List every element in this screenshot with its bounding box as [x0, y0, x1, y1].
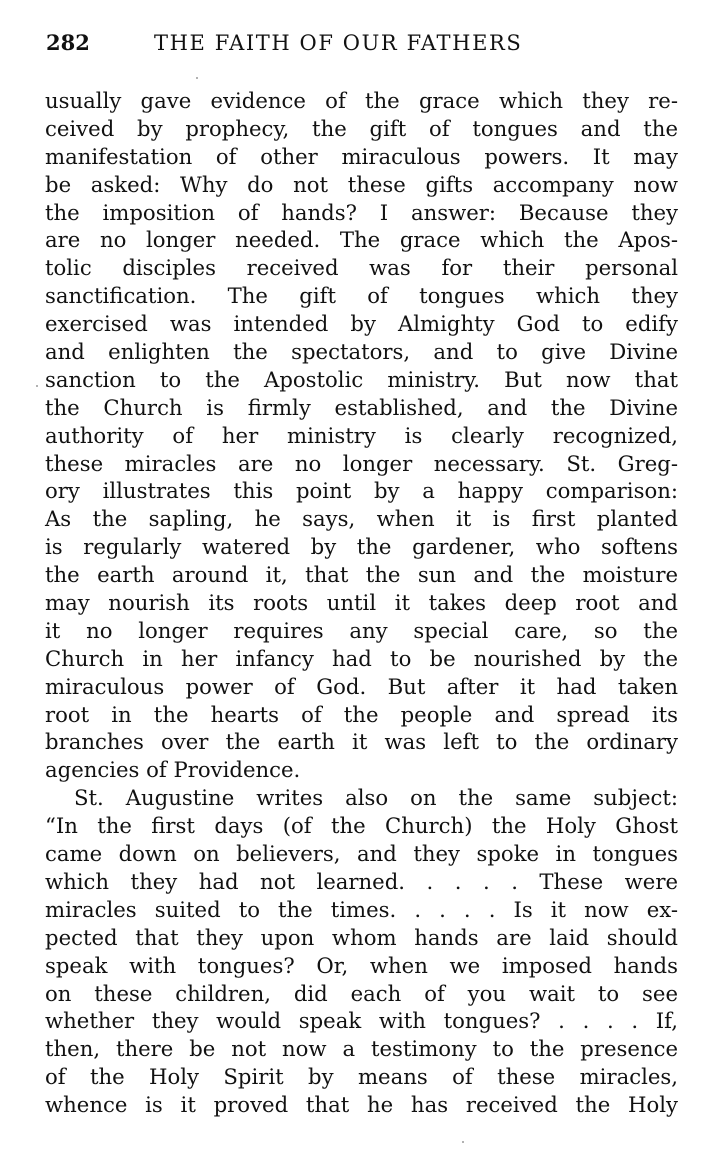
text-line: came down on believers, and they spoke in tongues [45, 841, 678, 867]
text-line: exercised was intended by Almighty God to edify [45, 311, 678, 337]
text-line: sanctification. The gift of tongues which they [45, 283, 678, 309]
text-line: pected that they upon whom hands are laid should [45, 924, 678, 950]
text-line: “In the first days (of the Church) the Holy Ghost [45, 813, 678, 839]
text-line: agencies of Providence. [45, 757, 301, 783]
text-line: root in the hearts of the people and spread its [45, 701, 678, 727]
text-line: sanction to the Apostolic ministry. But now that [45, 366, 678, 392]
text-line: ory illustrates this point by a happy comparison: [45, 478, 678, 504]
text-line: whence is it proved that he has received the Holy [45, 1092, 678, 1118]
book-title: THE FAITH OF OUR FATHERS [154, 31, 523, 55]
text-line: miracles suited to the times. . . . . Is it now ex- [45, 896, 678, 922]
text-line: the imposition of hands? I answer: Because they [45, 199, 678, 225]
text-line: it no longer requires any special care, so the [45, 617, 678, 643]
text-line: which they had not learned. . . . . These were [45, 868, 678, 894]
paragraph-2 [45, 784, 678, 1119]
text-line: tolic disciples received was for their personal [45, 255, 678, 281]
paragraph-1 [45, 87, 678, 784]
text-line: are no longer needed. The grace which the Apos- [45, 227, 678, 253]
scan-speck [196, 77, 198, 79]
text-line: then, there be not now a testimony to the presence [45, 1036, 678, 1062]
running-head [46, 28, 676, 58]
text-line: on these children, did each of you wait to see [45, 980, 678, 1006]
text-line: St. Augustine writes also on the same subject: [74, 785, 678, 811]
text-line: and enlighten the spectators, and to give Divine [45, 339, 678, 365]
text-line: Church in her infancy had to be nourished by the [45, 645, 678, 671]
text-line: branches over the earth it was left to the ordinary [45, 729, 678, 755]
text-line: manifestation of other miraculous powers. It may [45, 143, 678, 169]
text-line: of the Holy Spirit by means of these miracles, [45, 1064, 678, 1090]
scan-speck [36, 385, 38, 387]
text-line: is regularly watered by the gardener, who softens [45, 534, 678, 560]
text-line: As the sapling, he says, when it is first planted [45, 506, 678, 532]
text-line: the Church is firmly established, and the Divine [45, 394, 678, 420]
text-line: the earth around it, that the sun and the moisture [45, 562, 678, 588]
text-line: ceived by prophecy, the gift of tongues and the [45, 115, 678, 141]
text-line: whether they would speak with tongues? . . . . If, [45, 1008, 678, 1034]
text-line: speak with tongues? Or, when we imposed hands [45, 952, 678, 978]
text-line: usually gave evidence of the grace which they re- [45, 88, 678, 113]
text-line: these miracles are no longer necessary. St. Greg- [45, 450, 678, 476]
scan-speck [462, 1141, 464, 1143]
body-text [45, 87, 678, 1119]
page-number: 282 [46, 30, 90, 55]
text-line: may nourish its roots until it takes deep root and [45, 590, 678, 616]
text-line: be asked: Why do not these gifts accompany now [45, 171, 678, 197]
text-line: miraculous power of God. But after it had taken [45, 673, 678, 699]
text-line: authority of her ministry is clearly recognized, [45, 422, 678, 448]
